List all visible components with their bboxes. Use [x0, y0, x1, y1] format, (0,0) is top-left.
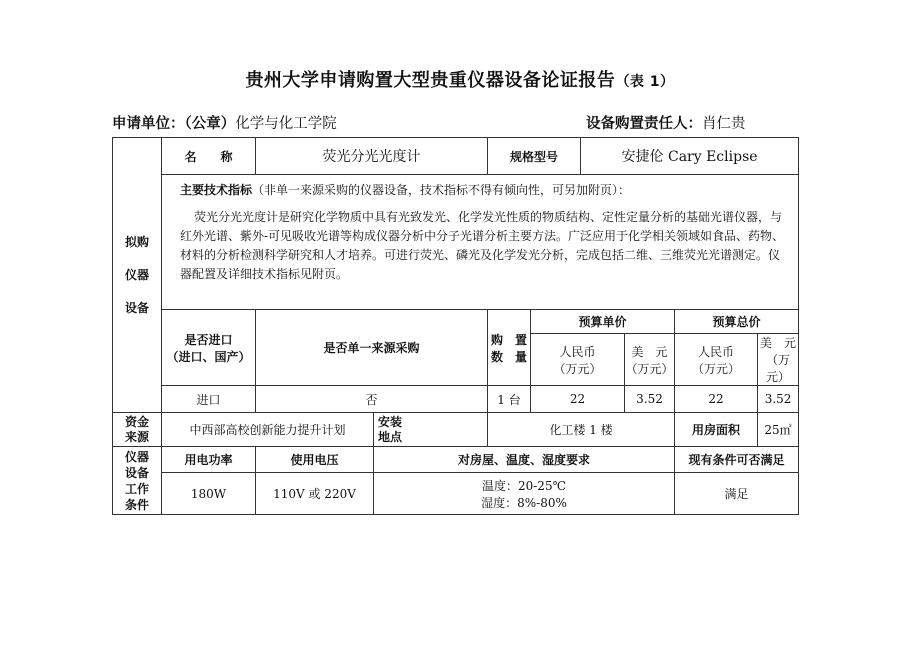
total-usd-line2: （万元）: [766, 353, 791, 384]
funding-label: [113, 413, 162, 447]
total-rmb-value: 22: [675, 386, 758, 413]
spec-note: （非单一来源采购的仪器设备，技术指标不得有倾向性，可另加附页）：: [252, 183, 631, 197]
conditions-label-4: 条件: [124, 497, 149, 512]
side-label-3: 设备: [124, 301, 149, 315]
import-header: [162, 310, 256, 386]
environment-header: 对房屋、温度、湿度要求: [374, 447, 675, 473]
funding-value: 中西部高校创新能力提升计划: [162, 413, 374, 447]
environment-value: [374, 473, 675, 515]
total-usd-line1: 美 元: [760, 336, 797, 350]
responsible-label: 设备购置责任人：: [586, 116, 702, 132]
spec-text: 荧光分光光度计是研究化学物质中具有光致发光、化学发光性质的物质结构、定性定量分析的基础光谱仪器，与红外光谱、紫外-可见吸收光谱等构成仪器分析中分子光谱分析主要方法。广泛应用于化学相关领域如食品、药物、材料的分析检测科学研究和人才培养。可进行荧光、磷光及化学发光分析，完成包括二维、三维荧光光谱测定。仪器配置及详细技术指标见附页。: [180, 210, 785, 281]
room-area-value: 25㎡: [758, 413, 799, 447]
quantity-value: 1 台: [488, 386, 531, 413]
conditions-label: [113, 447, 162, 515]
room-area-label: 用房面积: [675, 413, 758, 447]
import-value: 进口: [162, 386, 256, 413]
device-side-label: [113, 138, 162, 413]
quantity-header: [488, 310, 531, 386]
name-label: 名 称: [162, 138, 256, 175]
unit-rmb-value: 22: [531, 386, 625, 413]
total-usd-value: 3.52: [758, 386, 799, 413]
power-value: 180W: [162, 473, 256, 515]
install-label-1: 安装: [378, 414, 403, 429]
model-label: 规格型号: [488, 138, 581, 175]
install-label-2: 地点: [378, 429, 403, 444]
funding-label-1: 资金: [124, 414, 149, 429]
import-header-line1: 是否进口: [184, 332, 233, 347]
single-source-value: 否: [256, 386, 488, 413]
applicant-unit: [112, 112, 337, 133]
page-title: [0, 66, 920, 92]
responsible-person: [586, 112, 746, 133]
conditions-label-3: 工作: [124, 481, 149, 496]
single-source-header: 是否单一来源采购: [256, 310, 488, 386]
unit-usd-value: 3.52: [625, 386, 675, 413]
install-label: [374, 413, 488, 447]
title-main: 贵州大学申请购置大型贵重仪器设备论证报告: [245, 70, 616, 91]
unit-usd-header: [625, 334, 675, 386]
power-header: 用电功率: [162, 447, 256, 473]
total-rmb-line2: （万元）: [692, 361, 741, 376]
title-suffix: （表 1）: [615, 74, 675, 90]
total-budget-header: 预算总价: [675, 310, 799, 334]
total-rmb-line1: 人民币: [698, 344, 735, 359]
total-usd-header: [758, 334, 799, 386]
unit-rmb-line2: （万元）: [553, 361, 602, 376]
satisfy-value: 满足: [675, 473, 799, 515]
install-value: 化工楼 1 楼: [488, 413, 675, 447]
import-header-line2: （进口、国产）: [166, 349, 251, 364]
qty-header-line2: 数 量: [490, 349, 527, 364]
funding-label-2: 来源: [124, 429, 149, 444]
tech-spec-cell: [162, 175, 799, 310]
unit-usd-line2: （万元）: [625, 361, 674, 376]
voltage-header: 使用电压: [256, 447, 374, 473]
unit-label: 申请单位：（公章）: [112, 116, 236, 132]
humidity-value: 湿度：8%-80%: [481, 495, 567, 510]
conditions-label-1: 仪器: [124, 449, 149, 464]
satisfy-header: 现有条件可否满足: [675, 447, 799, 473]
device-name-value: 荧光分光光度计: [256, 138, 488, 175]
responsible-value: 肖仁贵: [702, 116, 746, 132]
voltage-value: 110V 或 220V: [256, 473, 374, 515]
unit-rmb-header: [531, 334, 625, 386]
total-rmb-header: [675, 334, 758, 386]
side-label-1: 拟购: [124, 235, 149, 249]
temperature-value: 温度：20-25℃: [481, 478, 567, 493]
conditions-label-2: 设备: [124, 465, 149, 480]
model-value: 安捷伦 Cary Eclipse: [581, 138, 799, 175]
unit-rmb-line1: 人民币: [559, 344, 596, 359]
spec-label: 主要技术指标: [180, 183, 253, 197]
unit-usd-line1: 美 元: [631, 344, 668, 359]
side-label-2: 仪器: [124, 268, 149, 282]
unit-budget-header: 预算单价: [531, 310, 675, 334]
qty-header-line1: 购 置: [490, 332, 527, 347]
unit-value: 化学与化工学院: [235, 116, 337, 132]
report-table: [112, 137, 799, 515]
